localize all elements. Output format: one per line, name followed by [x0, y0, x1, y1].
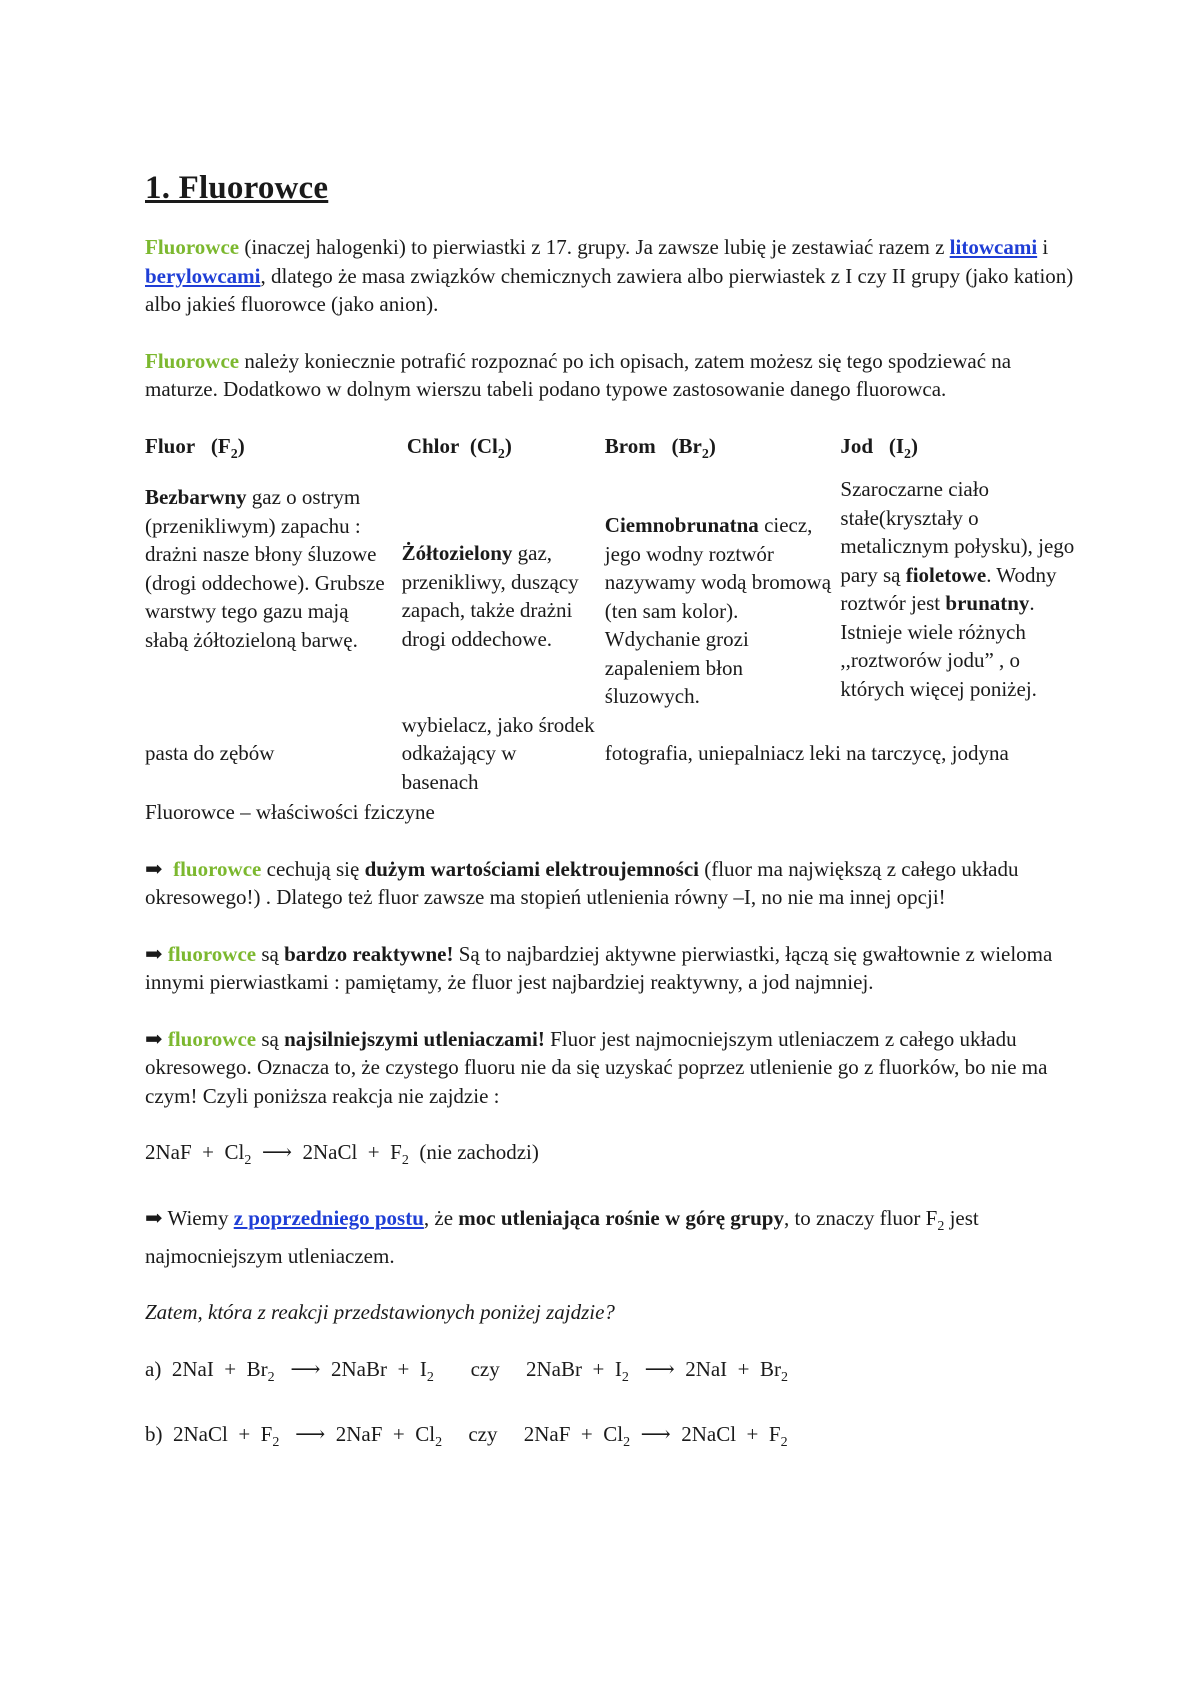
use-chlor: wybielacz, jako środek odkażający w basenach [401, 712, 595, 794]
desc-brom: Ciemnobrunatna ciecz, jego wodny roztwór nazywamy wodą bromową (ten sam kolor). Wdychanie grozi zapaleniem błon śluzowych. [604, 513, 832, 709]
arrow-right-icon: ➡ [145, 1026, 163, 1051]
option-b: b) 2NaCl + $F_2$ ⟶ $2NaF + Cl_2$ czy $2NaF + Cl_2$ ⟶ 2NaCl + $F_2$ [145, 1422, 788, 1451]
use-brom-jod: fotografia, uniepalniacz leki na tarczycę, jodyna [604, 741, 1009, 766]
table-description-row [145, 475, 1075, 711]
bullet-oxidizing-power: ➡ Wiemy z poprzedniego postu, że moc utleniająca rośnie w górę grupy, to znaczy fluor $F_2$ jest najmocniejszym utleniaczem. [145, 1205, 979, 1268]
arrow-right-icon: ➡ [145, 856, 163, 881]
arrow-right-icon: ➡ [145, 1205, 163, 1230]
header-brom: Brom $(Br_2)$ [604, 433, 716, 462]
reaction-equation: $2NaF + Cl_2$ ⟶ 2NaCl + $F_2$ (nie zachodzi) [145, 1140, 539, 1169]
option-a: a) $2NaI + Br_2$ ⟶ 2NaBr + $I_2$ czy 2NaBr + $I_2$ ⟶ $2NaI + Br_2$ [145, 1356, 789, 1385]
term-fluorowce: Fluorowce [145, 348, 240, 373]
header-chlor: Chlor $(Cl_2)$ [406, 433, 512, 462]
desc-chlor: Żółtozielony gaz, przenikliwy, duszący zapach, także drażni drogi oddechowe. [401, 541, 579, 651]
table-header-row [145, 432, 1075, 476]
table-caption: Fluorowce – właściwości fziczyne [145, 800, 435, 825]
bullet-oxidizers: ➡ fluorowce są najsilniejszymi utleniaczami! Fluor jest najmocniejszym utleniaczem z całego układu okresowego. Oznacza to, że czystego fluoru nie da się uzyskać poprzez utlenienie go z fluorków, bo nie ma czym! Czyli poniższa reakcja nie zajdzie : [145, 1026, 1048, 1108]
document-page [145, 170, 1075, 1486]
question-text: Zatem, która z reakcji przedstawionych poniżej zajdzie? [145, 1300, 615, 1325]
bullet-reactivity: ➡ fluorowce są bardzo reaktywne! Są to najbardziej aktywne pierwiastki, łączą się gwałtownie z wieloma innymi pierwiastkami : pamiętamy, że fluor jest najbardziej reaktywny, a jod najmniej. [145, 941, 1053, 995]
page-title: 1. Fluorowce [145, 170, 329, 206]
link-litowcami[interactable]: litowcami [949, 235, 1038, 259]
link-berylowcami[interactable]: berylowcami [145, 263, 261, 288]
desc-fluor: Bezbarwny gaz o ostrym (przenikliwym) zapachu : drażni nasze błony śluzowe (drogi oddechowe). Grubsze warstwy tego gazu mają słabą żółtozieloną barwę. [145, 485, 385, 652]
intro-paragraph: Fluorowce (inaczej halogenki) to pierwiastki z 17. grupy. Ja zawsze lubię je zestawiać razem z litowcami i berylowcami, dlatego że masa związków chemicznych zawiera albo pierwiastek z I czy II grupy (jako kation) albo jakieś fluorowce (jako anion). [145, 235, 1074, 316]
header-jod: Jod $(I_2)$ [840, 433, 919, 462]
term-fluorowce: Fluorowce [145, 235, 240, 259]
link-previous-post[interactable]: z poprzedniego postu [233, 1205, 424, 1230]
second-paragraph: Fluorowce należy koniecznie potrafić rozpoznać po ich opisach, zatem możesz się tego spodziewać na maturze. Dodatkowo w dolnym wierszu tabeli podano typowe zastosowanie danego fluorowca. [145, 348, 1012, 401]
table-uses-row [145, 711, 1075, 797]
desc-jod: Szaroczarne ciało stałe(kryształy o metalicznym połysku), jego pary są fioletowe. Wodny roztwór jest brunatny. Istnieje wiele różnych ,,roztworów jodu” , o których więcej poniżej. [840, 477, 1075, 701]
halogen-properties-table [145, 432, 1075, 797]
arrow-right-icon: ➡ [145, 941, 163, 966]
header-fluor: Fluor $(F_2)$ [145, 433, 245, 462]
bullet-electronegativity: ➡ fluorowce cechują się dużym wartościami elektroujemności (fluor ma największą z całego układu okresowego!) . Dlatego też fluor zawsze ma stopień utlenienia równy –I, no nie ma innej opcji! [145, 856, 1019, 910]
use-fluor: pasta do zębów [145, 741, 275, 766]
reaction-arrow-icon: ⟶ [261, 1140, 292, 1165]
